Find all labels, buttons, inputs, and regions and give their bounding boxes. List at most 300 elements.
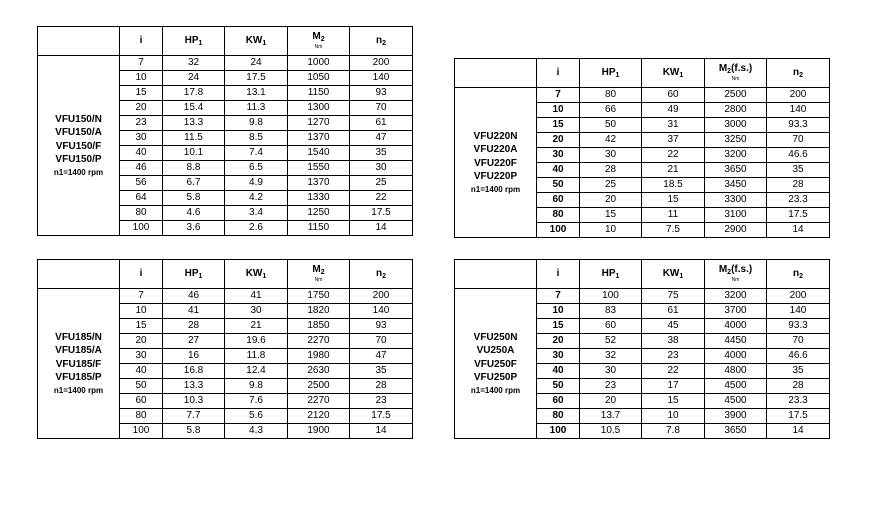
torque-cell: 1150 [288, 86, 350, 101]
header-m2-wrap [705, 64, 766, 82]
hp-cell: 52 [580, 334, 642, 349]
header-label: KW [662, 66, 680, 78]
speed-cell: 23.3 [767, 394, 830, 409]
spec-table-vfu250 [454, 259, 830, 439]
header-label: KW [245, 267, 263, 279]
hp-cell: 15 [580, 208, 642, 223]
header-label: M [718, 63, 728, 74]
kw-cell: 38 [642, 334, 705, 349]
ratio-cell: 80 [537, 409, 580, 424]
kw-cell: 8.5 [225, 131, 288, 146]
kw-cell: 30 [225, 304, 288, 319]
header-subscript: 2 [320, 36, 325, 43]
header-blank [38, 260, 120, 289]
kw-cell: 9.8 [225, 116, 288, 131]
hp-cell: 4.6 [163, 206, 225, 221]
speed-cell: 30 [350, 161, 413, 176]
ratio-cell: 10 [120, 71, 163, 86]
header-row [38, 260, 413, 289]
speed-cell: 93 [350, 86, 413, 101]
model-name: VFU250F [474, 358, 517, 370]
kw-cell: 21 [642, 163, 705, 178]
spec-table-vfu220 [454, 58, 830, 238]
ratio-cell: 20 [120, 101, 163, 116]
ratio-cell: 50 [537, 178, 580, 193]
kw-cell: 7.5 [642, 223, 705, 238]
model-name: VFU250N [473, 331, 518, 343]
hp-cell: 60 [580, 319, 642, 334]
header-m2-wrap [288, 32, 349, 50]
ratio-cell: 40 [537, 364, 580, 379]
kw-cell: 60 [642, 88, 705, 103]
kw-cell: 9.8 [225, 379, 288, 394]
ratio-cell: 50 [537, 379, 580, 394]
ratio-cell: 30 [120, 131, 163, 146]
header-subscript: 2 [799, 71, 803, 79]
hp-cell: 5.8 [163, 424, 225, 439]
torque-cell: 2120 [288, 409, 350, 424]
speed-cell: 93.3 [767, 118, 830, 133]
header-label: i [556, 67, 560, 78]
torque-cell: 3250 [705, 133, 767, 148]
ratio-cell: 60 [120, 394, 163, 409]
speed-cell: 23 [350, 394, 413, 409]
header-hp [580, 260, 642, 289]
speed-cell: 28 [350, 379, 413, 394]
ratio-cell: 80 [537, 208, 580, 223]
torque-cell: 4000 [705, 349, 767, 364]
ratio-cell: 100 [120, 424, 163, 439]
hp-cell: 42 [580, 133, 642, 148]
header-subscript: 2 [727, 269, 732, 276]
ratio-cell: 40 [120, 364, 163, 379]
header-i [120, 260, 163, 289]
model-name: VFU185/F [55, 358, 102, 370]
hp-cell: 7.7 [163, 409, 225, 424]
kw-cell: 31 [642, 118, 705, 133]
torque-cell: 3650 [705, 163, 767, 178]
header-blank [38, 27, 120, 56]
torque-cell: 1370 [288, 131, 350, 146]
speed-cell: 200 [350, 56, 413, 71]
kw-cell: 11.3 [225, 101, 288, 116]
header-kw [225, 27, 288, 56]
torque-cell: 1980 [288, 349, 350, 364]
torque-cell: 1850 [288, 319, 350, 334]
header-subscript: 2 [382, 272, 386, 280]
ratio-cell: 20 [120, 334, 163, 349]
model-name: VFU220N [473, 130, 518, 142]
header-n2 [350, 27, 413, 56]
hp-cell: 13.7 [580, 409, 642, 424]
torque-cell: 3700 [705, 304, 767, 319]
model-cell [455, 289, 537, 439]
kw-cell: 18.5 [642, 178, 705, 193]
ratio-cell: 15 [120, 319, 163, 334]
header-label: M [718, 264, 728, 275]
header-m2-wrap [288, 265, 349, 283]
header-label: HP [184, 267, 199, 279]
kw-cell: 7.4 [225, 146, 288, 161]
header-kw [225, 260, 288, 289]
hp-cell: 10.5 [580, 424, 642, 439]
torque-cell: 2800 [705, 103, 767, 118]
ratio-cell: 40 [120, 146, 163, 161]
header-subscript: 1 [679, 71, 684, 79]
model-name: VFU150/F [55, 140, 102, 152]
speed-cell: 28 [767, 178, 830, 193]
kw-cell: 15 [642, 394, 705, 409]
ratio-cell: 7 [537, 289, 580, 304]
kw-cell: 4.3 [225, 424, 288, 439]
ratio-cell: 15 [120, 86, 163, 101]
hp-cell: 10.1 [163, 146, 225, 161]
header-label: HP [601, 66, 616, 78]
header-label: n [792, 66, 800, 78]
ratio-cell: 30 [537, 349, 580, 364]
header-row [455, 59, 830, 88]
model-name: VFU150/A [55, 127, 102, 139]
model-name: VFU150/N [55, 113, 102, 125]
table-row [455, 88, 830, 103]
hp-cell: 6.7 [163, 176, 225, 191]
torque-cell: 4800 [705, 364, 767, 379]
header-hp [163, 27, 225, 56]
kw-cell: 17.5 [225, 71, 288, 86]
model-name: VFU185/A [55, 345, 102, 357]
header-subscript: 1 [615, 71, 620, 79]
header-label: i [556, 268, 560, 279]
model-cell [38, 56, 120, 236]
kw-cell: 5.6 [225, 409, 288, 424]
ratio-cell: 50 [120, 379, 163, 394]
hp-cell: 25 [580, 178, 642, 193]
torque-cell: 3650 [705, 424, 767, 439]
header-subscript: 1 [262, 272, 267, 280]
ratio-cell: 10 [537, 304, 580, 319]
torque-cell: 1300 [288, 101, 350, 116]
speed-cell: 14 [767, 424, 830, 439]
speed-cell: 17.5 [767, 208, 830, 223]
hp-cell: 20 [580, 193, 642, 208]
model-name: VFU185/N [55, 331, 102, 343]
torque-cell: 1050 [288, 71, 350, 86]
kw-cell: 23 [642, 349, 705, 364]
torque-cell: 1150 [288, 221, 350, 236]
ratio-cell: 40 [537, 163, 580, 178]
speed-cell: 140 [350, 304, 413, 319]
torque-cell: 2500 [288, 379, 350, 394]
header-subscript: 1 [262, 39, 267, 47]
kw-cell: 61 [642, 304, 705, 319]
kw-cell: 45 [642, 319, 705, 334]
header-unit: Nm [314, 277, 323, 283]
speed-cell: 17.5 [767, 409, 830, 424]
hp-cell: 32 [580, 349, 642, 364]
torque-cell: 3450 [705, 178, 767, 193]
speed-cell: 200 [350, 289, 413, 304]
ratio-cell: 7 [537, 88, 580, 103]
ratio-cell: 15 [537, 118, 580, 133]
kw-cell: 4.9 [225, 176, 288, 191]
hp-cell: 13.3 [163, 116, 225, 131]
ratio-cell: 23 [120, 116, 163, 131]
torque-cell: 4500 [705, 394, 767, 409]
torque-cell: 3200 [705, 289, 767, 304]
torque-cell: 2270 [288, 334, 350, 349]
speed-cell: 61 [350, 116, 413, 131]
speed-cell: 35 [767, 163, 830, 178]
hp-cell: 46 [163, 289, 225, 304]
hp-cell: 83 [580, 304, 642, 319]
ratio-cell: 100 [537, 223, 580, 238]
kw-cell: 7.8 [642, 424, 705, 439]
hp-cell: 27 [163, 334, 225, 349]
hp-cell: 3.6 [163, 221, 225, 236]
table-row [455, 289, 830, 304]
header-label: i [139, 35, 143, 46]
kw-cell: 75 [642, 289, 705, 304]
header-label: n [375, 267, 383, 279]
model-name: VFU220F [474, 157, 517, 169]
hp-cell: 50 [580, 118, 642, 133]
model-cell [38, 289, 120, 439]
header-blank [455, 260, 537, 289]
kw-cell: 22 [642, 364, 705, 379]
torque-cell: 1000 [288, 56, 350, 71]
model-name: VU250A [476, 345, 515, 357]
header-row [455, 260, 830, 289]
model-name: VFU250P [473, 372, 518, 384]
input-speed: n1=1400 rpm [53, 385, 104, 395]
hp-cell: 80 [580, 88, 642, 103]
header-label: M [312, 31, 321, 42]
hp-cell: 10 [580, 223, 642, 238]
speed-cell: 70 [767, 133, 830, 148]
hp-cell: 17.8 [163, 86, 225, 101]
header-label: M [312, 264, 321, 275]
model-cell [455, 88, 537, 238]
ratio-cell: 20 [537, 334, 580, 349]
header-label: HP [184, 34, 199, 46]
hp-cell: 41 [163, 304, 225, 319]
torque-cell: 4450 [705, 334, 767, 349]
kw-cell: 4.2 [225, 191, 288, 206]
torque-cell: 4000 [705, 319, 767, 334]
torque-cell: 2270 [288, 394, 350, 409]
header-m2 [288, 260, 350, 289]
speed-cell: 46.6 [767, 349, 830, 364]
hp-cell: 16.8 [163, 364, 225, 379]
kw-cell: 15 [642, 193, 705, 208]
torque-cell: 1270 [288, 116, 350, 131]
speed-cell: 70 [350, 101, 413, 116]
speed-cell: 140 [767, 304, 830, 319]
header-n2 [350, 260, 413, 289]
header-subscript: 1 [679, 272, 684, 280]
ratio-cell: 80 [120, 206, 163, 221]
ratio-cell: 64 [120, 191, 163, 206]
torque-cell: 1900 [288, 424, 350, 439]
speed-cell: 14 [350, 221, 413, 236]
torque-cell: 3300 [705, 193, 767, 208]
hp-cell: 28 [163, 319, 225, 334]
kw-cell: 11.8 [225, 349, 288, 364]
ratio-cell: 30 [537, 148, 580, 163]
hp-cell: 16 [163, 349, 225, 364]
hp-cell: 66 [580, 103, 642, 118]
kw-cell: 12.4 [225, 364, 288, 379]
header-subscript: 2 [727, 68, 732, 75]
ratio-cell: 100 [537, 424, 580, 439]
header-kw [642, 59, 705, 88]
input-speed: n1=1400 rpm [53, 167, 104, 177]
ratio-cell: 7 [120, 56, 163, 71]
hp-cell: 28 [580, 163, 642, 178]
speed-cell: 22 [350, 191, 413, 206]
header-m2 [705, 260, 767, 289]
kw-cell: 2.6 [225, 221, 288, 236]
speed-cell: 28 [767, 379, 830, 394]
hp-cell: 23 [580, 379, 642, 394]
speed-cell: 47 [350, 131, 413, 146]
torque-cell: 2900 [705, 223, 767, 238]
header-subscript: 2 [799, 272, 803, 280]
torque-cell: 3200 [705, 148, 767, 163]
speed-cell: 25 [350, 176, 413, 191]
model-name: VFU185/P [55, 372, 102, 384]
speed-cell: 200 [767, 88, 830, 103]
table-row [38, 289, 413, 304]
header-unit: Nm [731, 76, 740, 82]
header-row [38, 27, 413, 56]
model-name: VFU220A [473, 144, 518, 156]
kw-cell: 11 [642, 208, 705, 223]
model-name: VFU220P [473, 171, 518, 183]
speed-cell: 17.5 [350, 409, 413, 424]
spec-table-vfu185 [37, 259, 413, 439]
header-subscript: 2 [320, 269, 325, 276]
kw-cell: 22 [642, 148, 705, 163]
header-kw [642, 260, 705, 289]
kw-cell: 7.6 [225, 394, 288, 409]
header-suffix: (f.s.) [731, 264, 753, 275]
ratio-cell: 60 [537, 193, 580, 208]
speed-cell: 35 [350, 146, 413, 161]
header-unit: Nm [731, 277, 740, 283]
header-subscript: 2 [382, 39, 386, 47]
header-subscript: 1 [198, 39, 203, 47]
torque-cell: 1550 [288, 161, 350, 176]
header-label: n [792, 267, 800, 279]
header-i [120, 27, 163, 56]
hp-cell: 10.3 [163, 394, 225, 409]
spec-table-vfu150 [37, 26, 413, 236]
header-label: n [375, 34, 383, 46]
ratio-cell: 10 [120, 304, 163, 319]
speed-cell: 93.3 [767, 319, 830, 334]
speed-cell: 17.5 [350, 206, 413, 221]
input-speed: n1=1400 rpm [470, 385, 521, 395]
hp-cell: 30 [580, 148, 642, 163]
header-label: KW [245, 34, 263, 46]
torque-cell: 3100 [705, 208, 767, 223]
torque-cell: 2630 [288, 364, 350, 379]
hp-cell: 30 [580, 364, 642, 379]
header-label: KW [662, 267, 680, 279]
kw-cell: 21 [225, 319, 288, 334]
ratio-cell: 60 [537, 394, 580, 409]
hp-cell: 20 [580, 394, 642, 409]
speed-cell: 47 [350, 349, 413, 364]
header-m2 [288, 27, 350, 56]
ratio-cell: 7 [120, 289, 163, 304]
speed-cell: 35 [350, 364, 413, 379]
kw-cell: 10 [642, 409, 705, 424]
kw-cell: 49 [642, 103, 705, 118]
ratio-cell: 10 [537, 103, 580, 118]
speed-cell: 46.6 [767, 148, 830, 163]
kw-cell: 17 [642, 379, 705, 394]
ratio-cell: 100 [120, 221, 163, 236]
kw-cell: 13.1 [225, 86, 288, 101]
hp-cell: 5.8 [163, 191, 225, 206]
ratio-cell: 30 [120, 349, 163, 364]
input-speed: n1=1400 rpm [470, 184, 521, 194]
speed-cell: 140 [767, 103, 830, 118]
torque-cell: 1250 [288, 206, 350, 221]
speed-cell: 93 [350, 319, 413, 334]
torque-cell: 3000 [705, 118, 767, 133]
header-hp [580, 59, 642, 88]
torque-cell: 1370 [288, 176, 350, 191]
kw-cell: 41 [225, 289, 288, 304]
ratio-cell: 20 [537, 133, 580, 148]
speed-cell: 70 [350, 334, 413, 349]
hp-cell: 11.5 [163, 131, 225, 146]
speed-cell: 14 [350, 424, 413, 439]
header-label: HP [601, 267, 616, 279]
hp-cell: 15.4 [163, 101, 225, 116]
hp-cell: 24 [163, 71, 225, 86]
header-subscript: 1 [198, 272, 203, 280]
speed-cell: 70 [767, 334, 830, 349]
torque-cell: 1750 [288, 289, 350, 304]
torque-cell: 4500 [705, 379, 767, 394]
header-hp [163, 260, 225, 289]
header-m2 [705, 59, 767, 88]
torque-cell: 3900 [705, 409, 767, 424]
model-name: VFU150/P [55, 154, 102, 166]
kw-cell: 6.5 [225, 161, 288, 176]
kw-cell: 37 [642, 133, 705, 148]
ratio-cell: 56 [120, 176, 163, 191]
header-i [537, 260, 580, 289]
header-subscript: 1 [615, 272, 620, 280]
kw-cell: 19.6 [225, 334, 288, 349]
header-label: i [139, 268, 143, 279]
kw-cell: 3.4 [225, 206, 288, 221]
torque-cell: 1330 [288, 191, 350, 206]
hp-cell: 100 [580, 289, 642, 304]
header-i [537, 59, 580, 88]
speed-cell: 14 [767, 223, 830, 238]
hp-cell: 32 [163, 56, 225, 71]
header-m2-wrap [705, 265, 766, 283]
hp-cell: 8.8 [163, 161, 225, 176]
ratio-cell: 46 [120, 161, 163, 176]
torque-cell: 1820 [288, 304, 350, 319]
